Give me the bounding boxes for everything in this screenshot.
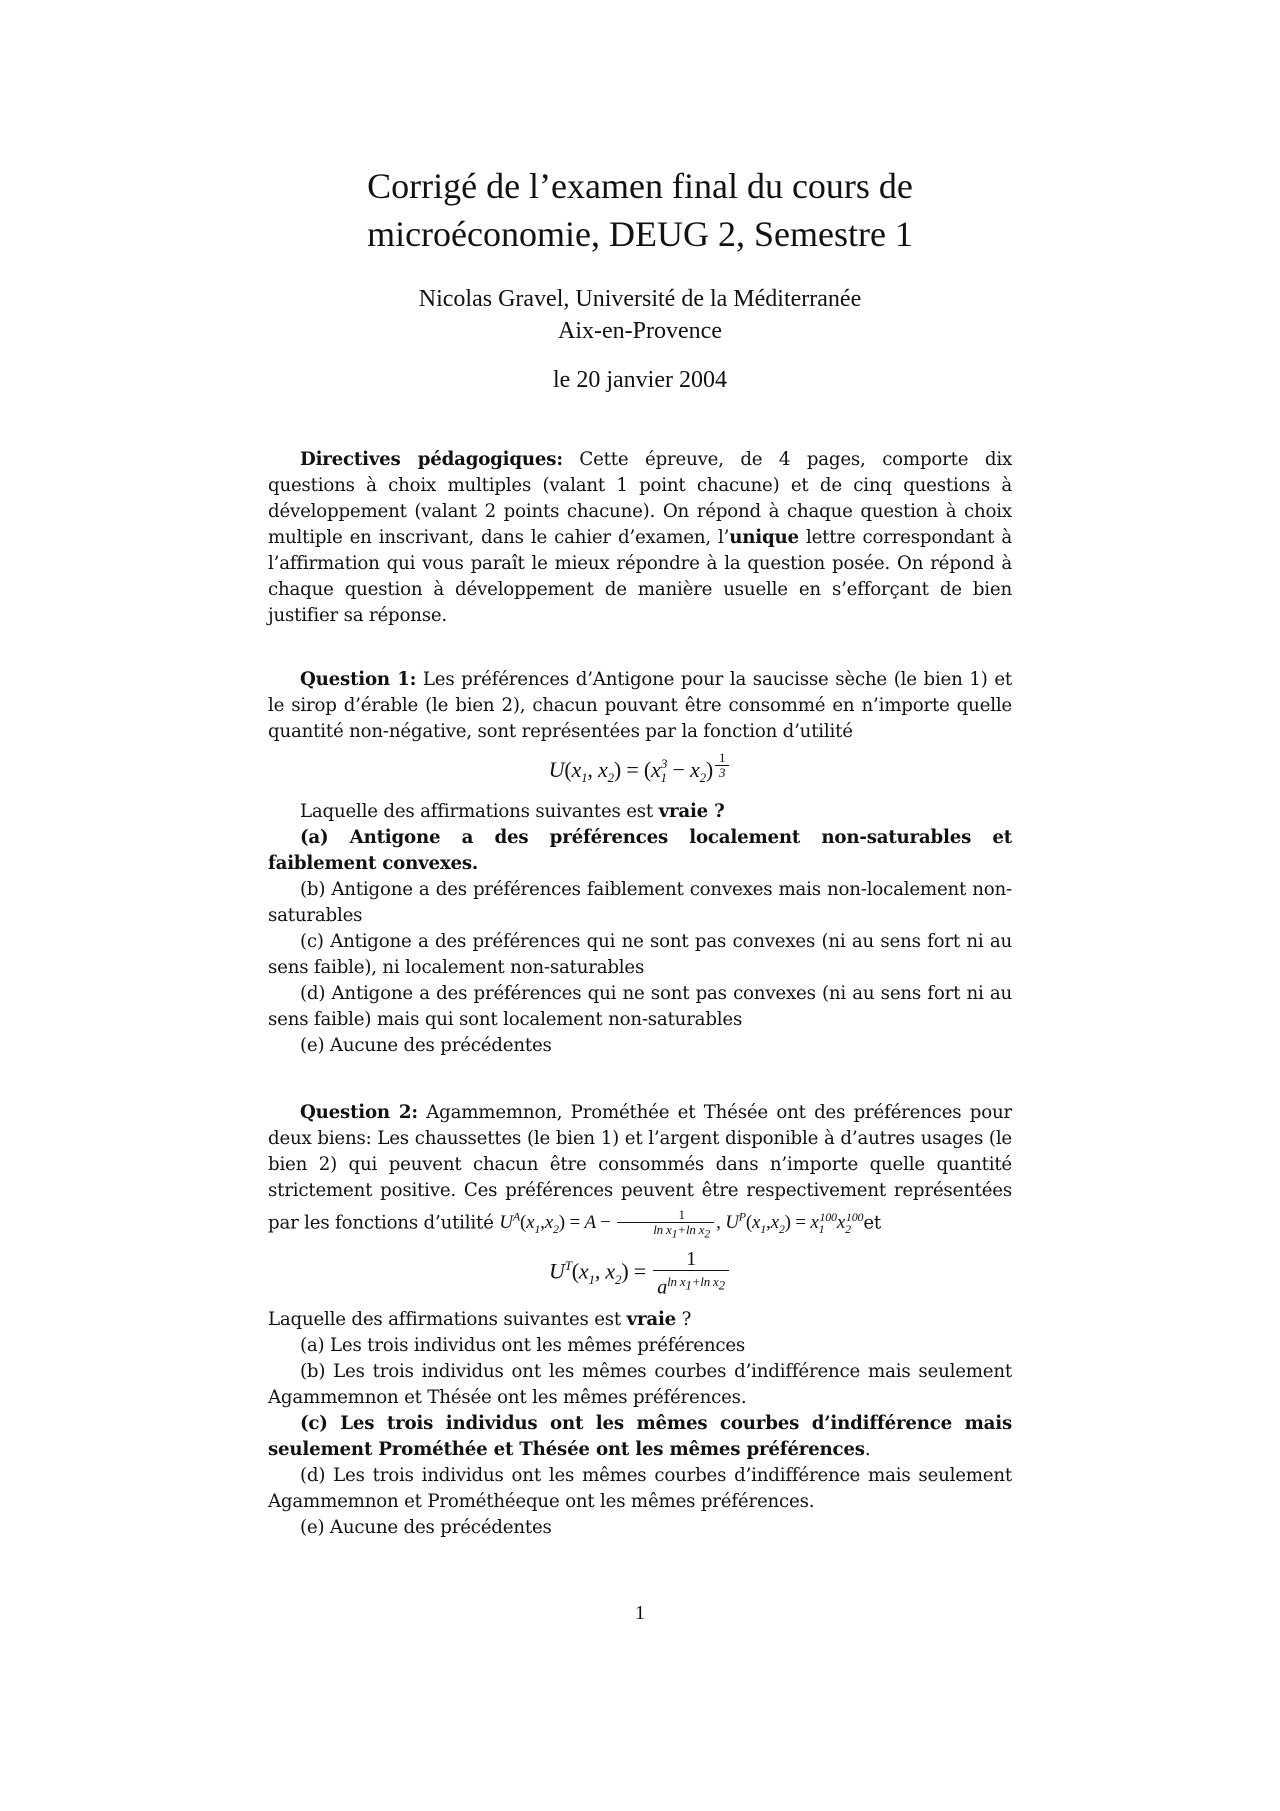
author-block <box>268 283 1012 347</box>
directives-paragraph: Directives pédagogiques: Cette épreuve, de 4 pages, comporte dix questions à choix multiples (valant 1 point chacune) et de cinq questions à développement (valant 2 points chacune). On répond à chaque question à choix multiple en inscrivant, dans le cahier d’examen, l’unique lettre correspondant à l’affirmation qui vous paraît le mieux répondre à la question posée. On répond à chaque question à développement de manière usuelle en s’efforçant de bien justifier sa réponse. <box>268 449 1013 626</box>
unique-emphasis: unique <box>729 527 799 548</box>
author-location: Aix-en-Provence <box>558 318 722 344</box>
question-1-option-d: (d) Antigone a des préférences qui ne sont pas convexes (ni au sens fort ni au sens faible) mais qui sont localement non-saturables <box>268 983 1012 1031</box>
question-1-prompt: Laquelle des affirmations suivantes est vraie ? <box>300 801 725 823</box>
question-1-statement: Question 1: Les préférences d’Antigone pour la saucisse sèche (le bien 1) et le sirop d’érable (le bien 2), chacun pouvant être consommé en n’importe quelle quantité non-négative, sont représentées par la fonction d’utilité <box>268 669 1012 742</box>
question-2 <box>268 1100 1012 1541</box>
directives-label: Directives pédagogiques: <box>300 449 563 470</box>
question-1-option-e: (e) Aucune des précédentes <box>300 1035 552 1057</box>
page-number: 1 <box>635 1602 645 1624</box>
utility-functions-inline: $U^A(x_1,x_2) = A$ − $\frac{1}{\ln x_1+\ln x_2}$ , $U^P(x_1,x_2) = x_1^{100}x_2^{100}$ <box>499 1206 864 1241</box>
question-2-statement: Question 2: Agammemnon, Prométhée et Thésée ont des préférences pour deux biens: Les chaussettes (le bien 1) et l’argent disponible à d’autres usages (le bien 2) qui peuvent chacun être consommés dans n’importe quelle quantité strictement positive. Ces préférences peuvent être respectivement représentées par les fonctions d’utilité $U^A(x_1,x_2) = A$ − $\frac{1}{\ln x_1+\ln x_2}$ , $U^P(x_1,x_2) = x_1^{100}x_2^{100}et$ <box>268 1102 1013 1241</box>
question-1 <box>268 667 1012 1059</box>
directives-section <box>268 447 1012 629</box>
question-2-option-e: (e) Aucune des précédentes <box>300 1516 552 1538</box>
title-line-1: Corrigé de l’examen final du cours de <box>367 166 913 206</box>
utility-function-thesee: $U^T(x_1$, $x_2$) = $\frac{1}{a^{ln x_1+ln x_2}}$ <box>268 1248 1012 1299</box>
utility-function-antigone: $U(x_1$, $x_2) = (x_1^3 - x_2)$ $^{\frac{1}{3}}$ <box>268 751 1012 791</box>
question-1-option-c: (c) Antigone a des préférences qui ne sont pas convexes (ni au sens fort ni au sens faible), ni localement non-saturables <box>268 931 1012 979</box>
question-2-label: Question 2: <box>300 1102 418 1123</box>
question-2-option-c: (c) Les trois individus ont les mêmes courbes d’indifférence mais seulement Prométhée et Thésée ont les mêmes préférences. <box>268 1412 1012 1460</box>
question-2-option-d: (d) Les trois individus ont les mêmes courbes d’indifférence mais seulement Agammemnon et Prométhéeque ont les mêmes préférences. <box>268 1464 1012 1512</box>
question-1-option-b: (b) Antigone a des préférences faiblement convexes mais non-localement non-saturables <box>268 879 1012 927</box>
document-page <box>268 0 1012 1811</box>
question-1-option-a: (a) Antigone a des préférences localement non-saturables et faiblement convexes. <box>268 827 1012 875</box>
document-title <box>268 162 1012 258</box>
author-name: Nicolas Gravel, Université de la Méditerranée <box>418 286 862 312</box>
question-2-prompt: Laquelle des affirmations suivantes est vraie ? <box>268 1308 692 1330</box>
question-2-option-b: (b) Les trois individus ont les mêmes courbes d’indifférence mais seulement Agammemnon et Thésée ont les mêmes préférences. <box>268 1360 1012 1408</box>
document-date: le 20 janvier 2004 <box>553 367 727 393</box>
question-2-option-a: (a) Les trois individus ont les mêmes préférences <box>300 1334 746 1356</box>
title-line-2: microéconomie, DEUG 2, Semestre 1 <box>367 214 913 254</box>
question-1-label: Question 1: <box>300 669 417 690</box>
